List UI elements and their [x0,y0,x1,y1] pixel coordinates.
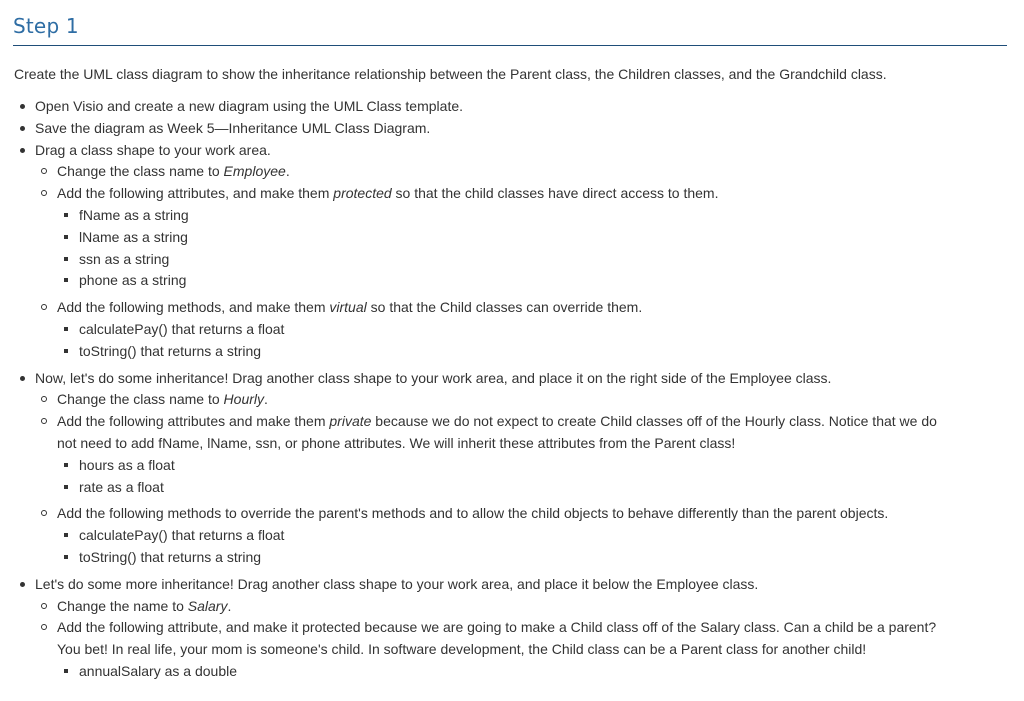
list-item: annualSalary as a double [79,662,238,679]
step-open-visio: Open Visio and create a new diagram using the UML Class template. [35,98,464,114]
hourly-rename: Change the class name to Hourly. [57,391,268,408]
step-drag-salary: Let's do some more inheritance! Drag another class shape to your work area, and place it below the Employee class. [35,575,759,592]
salary-attributes [57,661,1004,683]
hourly-methods-instruction: Add the following methods to override the parent's methods and to allow the child objects to behave differently than the parent objects. [57,505,889,522]
list-item [35,297,1004,362]
instructions [14,96,1004,683]
list-item [35,161,1004,183]
list-item [14,118,1004,140]
list-item [14,140,1004,363]
list-item: phone as a string [79,272,187,289]
list-item: toString() that returns a string [79,342,262,359]
list-item: calculatePay() that returns a float [79,527,285,544]
step-save: Save the diagram as Week 5—Inheritance UML Class Diagram. [35,119,431,136]
list-item [35,596,1004,618]
list-item: lName as a string [79,228,188,245]
employee-substeps [35,161,1004,362]
list-item: calculatePay() that returns a float [79,320,285,337]
list-item: toString() that returns a string [79,548,262,565]
employee-attributes [57,205,1004,292]
title-divider [13,45,1007,46]
list-item: ssn as a string [79,250,170,267]
list-item [35,503,1004,568]
list-item [14,368,1004,569]
list-item: rate as a float [79,478,164,495]
step-list [14,96,1004,683]
list-item [14,574,1004,683]
list-item [14,96,1004,118]
list-item [35,183,1004,292]
employee-rename: Change the class name to Employee. [57,163,290,180]
step-title: Step 1 [13,14,79,38]
employee-methods-instruction: Add the following methods, and make them virtual so that the Child classes can override them. [57,299,643,316]
list-item [35,389,1004,411]
list-item: hours as a float [79,456,175,473]
hourly-methods [57,525,1004,569]
employee-attributes-instruction: Add the following attributes, and make them protected so that the child classes have direct access to them. [57,185,719,202]
salary-rename: Change the name to Salary. [57,597,232,614]
list-item: fName as a string [79,206,189,223]
step-drag-employee: Drag a class shape to your work area. [35,141,271,158]
hourly-substeps [35,389,1004,568]
list-item [35,411,1004,498]
salary-attributes-instruction: Add the following attribute, and make it protected because we are going to make a Child class off of the Salary class. Can a child be a parent? You bet! In real life, your mom is someone's child. In software development, the Child class can be a Parent class for another child! [57,619,937,658]
list-item [35,617,1004,682]
salary-substeps [35,596,1004,683]
hourly-attributes-instruction: Add the following attributes and make them private because we do not expect to create Child classes off of the Hourly class. Notice that we do not need to add fName, lName, ssn, or phone attributes. We will inherit these attributes from the Parent class! [57,413,937,451]
employee-methods [57,319,1004,363]
step-drag-hourly: Now, let's do some inheritance! Drag another class shape to your work area, and place it on the right side of the Employee class. [35,369,832,386]
hourly-attributes [57,455,1004,499]
intro-text: Create the UML class diagram to show the inheritance relationship between the Parent class, the Children classes, and the Grandchild class. [14,66,887,82]
